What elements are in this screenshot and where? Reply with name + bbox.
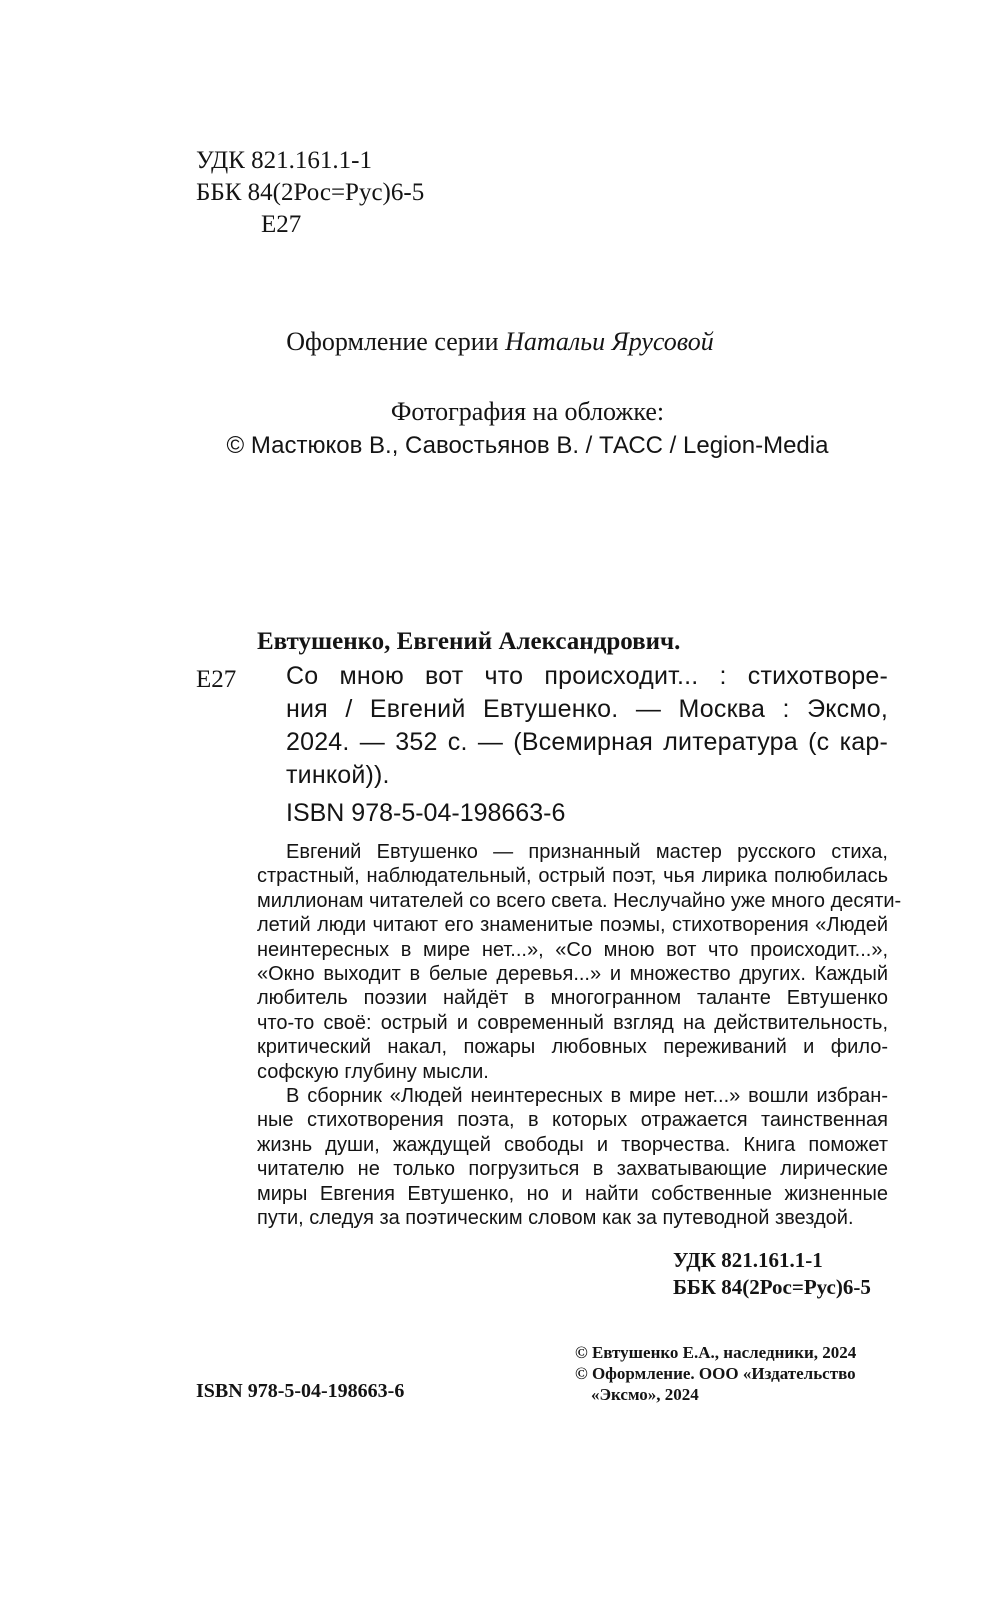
description-line: 2024. — 352 с. — (Всемирная литература (с кар-	[286, 728, 888, 756]
copyright-line: © Оформление. ООО «Издательство	[575, 1364, 856, 1383]
udk-code: УДК 821.161.1-1	[196, 147, 372, 174]
description-line: тинкой)).	[286, 761, 390, 789]
annotation-line: миры Евгения Евтушенко, но и найти собственные жизненные	[257, 1182, 888, 1205]
annotation-line: софскую глубину мысли.	[257, 1060, 489, 1083]
copyright-block	[575, 1342, 856, 1405]
description-line: ния / Евгений Евтушенко. — Москва : Эксмо,	[286, 695, 888, 723]
design-prefix: Оформление серии	[286, 327, 499, 356]
description-line: Со мною вот что происходит... : стихотворе-	[286, 662, 888, 690]
record-author-sign: Е27	[196, 666, 237, 693]
bibliographic-description	[286, 660, 888, 792]
footer-isbn: ISBN 978-5-04-198663-6	[196, 1380, 405, 1402]
author-sign: Е27	[261, 211, 302, 238]
designer-name: Натальи Ярусовой	[505, 327, 714, 356]
classification-block-top	[196, 145, 424, 241]
annotation-line: Евгений Евтушенко — признанный мастер русского стиха,	[286, 841, 888, 863]
annotation-line: жизнь души, жаждущей свободы и творчества. Книга поможет	[257, 1133, 888, 1156]
annotation-line: неинтересных в мире нет...», «Со мною вот что происходит...»,	[257, 938, 888, 961]
annotation-line: В сборник «Людей неинтересных в мире нет...» вошли избран-	[286, 1085, 888, 1108]
annotation	[257, 840, 902, 1231]
photo-label: Фотография на обложке:	[390, 397, 665, 426]
annotation-line: что-то своё: острый и современный взгляд на действительность,	[257, 1011, 888, 1034]
annotation-line: любитель поэзии найдёт в многогранном таланте Евтушенко	[257, 987, 888, 1010]
copyright-line: © Евтушенко Е.А., наследники, 2024	[575, 1343, 857, 1362]
record-isbn: ISBN 978-5-04-198663-6	[286, 799, 566, 827]
photo-credit: © Мастюков В., Савостьянов В. / ТАСС / Legion-Media	[226, 432, 829, 459]
bbk-code: ББК 84(2Рос=Рус)6-5	[673, 1275, 871, 1299]
annotation-line: читателю не только погрузиться в захватывающие лирические	[257, 1158, 888, 1181]
record-author: Евтушенко, Евгений Александрович.	[257, 628, 681, 655]
annotation-line: ные стихотворения поэта, в которых отражается таинственная	[257, 1109, 888, 1132]
copyright-line: «Эксмо», 2024	[591, 1385, 699, 1404]
udk-code: УДК 821.161.1-1	[673, 1248, 823, 1272]
bbk-code: ББК 84(2Рос=Рус)6-5	[196, 179, 425, 206]
series-design-credit	[0, 327, 1000, 357]
annotation-line: «Окно выходит в белые деревья...» и множество других. Каждый	[257, 963, 888, 986]
annotation-line: летий люди читают его знаменитые поэмы, стихотворения «Людей	[257, 914, 888, 937]
annotation-line: миллионам читателей со всего света. Неслучайно уже много десяти-	[257, 889, 902, 912]
cover-photo-credit	[0, 395, 1000, 463]
annotation-line: страстный, наблюдательный, острый поэт, чья лирика полюбилась	[257, 865, 888, 888]
classification-block-bottom	[673, 1247, 871, 1301]
annotation-line: критический накал, пожары любовных переживаний и фило-	[257, 1036, 888, 1059]
annotation-line: пути, следуя за поэтическим словом как за путеводной звездой.	[257, 1207, 854, 1230]
